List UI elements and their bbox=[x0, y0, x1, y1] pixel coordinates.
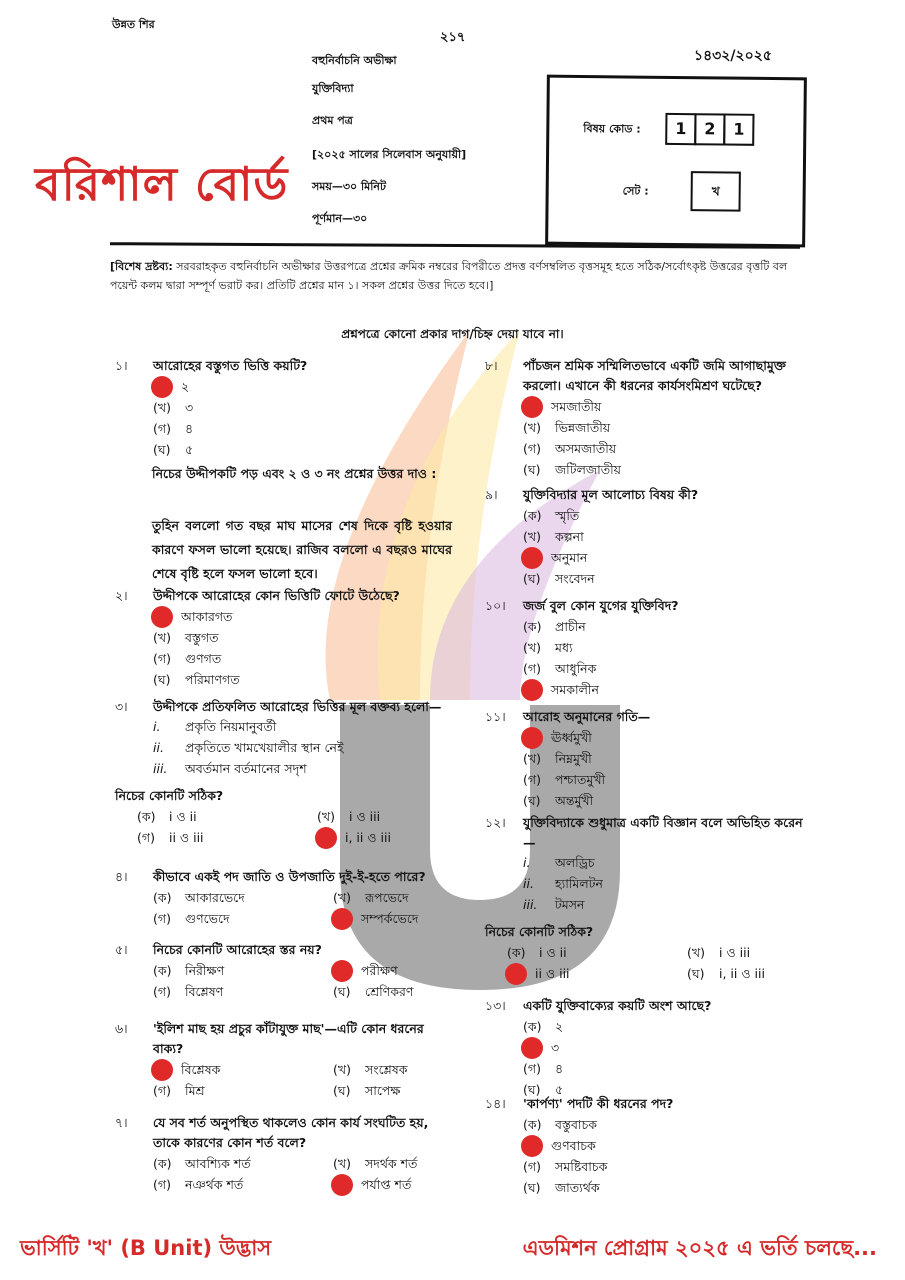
option-text: i ও ii bbox=[539, 944, 567, 960]
option-label: (ক) bbox=[523, 1116, 542, 1132]
question-1 bbox=[115, 356, 445, 460]
options-grid bbox=[153, 887, 455, 929]
option-label: (গ) bbox=[153, 1176, 171, 1192]
syllabus-note: [২০২৫ সালের সিলেবাস অনুযায়ী] bbox=[312, 148, 467, 161]
option[interactable] bbox=[153, 1153, 333, 1174]
option-label: (গ) bbox=[523, 440, 541, 456]
option[interactable] bbox=[137, 827, 317, 848]
question-text: যুক্তিবিদ্যার মূল আলোচ্য বিষয় কী? bbox=[523, 487, 699, 502]
option-correct[interactable] bbox=[333, 1174, 493, 1195]
option-text: সদর্থক শর্ত bbox=[365, 1155, 418, 1171]
exam-type: বহুনির্বাচনি অভীক্ষা bbox=[312, 54, 397, 67]
stimulus-intro: নিচের উদ্দীপকটি পড় এবং ২ ও ৩ নং প্রশ্নের উত্তর দাও : bbox=[152, 466, 437, 481]
option-text: পরিমাণগত bbox=[185, 671, 240, 687]
stimulus-text: তুহিন বললো গত বছর মাঘ মাসের শেষ দিকে বৃষ্টি হওয়ার কারণে ফসল ভালো হয়েছে। রাজিব বললো এ বছরও মাঘের শেষে বৃষ্টি হলে ফসল ভালো হবে। bbox=[152, 518, 452, 581]
filled-answer-circle bbox=[505, 963, 527, 985]
option-label: (খ) bbox=[153, 629, 171, 645]
option-label: (গ) bbox=[523, 660, 541, 676]
option[interactable] bbox=[523, 1058, 785, 1079]
board-title: বরিশাল বোর্ড bbox=[35, 157, 289, 211]
option-label: (ঘ) bbox=[523, 792, 541, 808]
subject-code-box bbox=[545, 75, 807, 248]
question-number: ১। bbox=[115, 358, 128, 373]
option[interactable] bbox=[523, 1114, 785, 1135]
statement-numeral: ii. bbox=[523, 876, 534, 891]
question-number: ১০। bbox=[485, 598, 506, 613]
options-grid bbox=[153, 1059, 455, 1101]
question-8 bbox=[485, 356, 805, 480]
option[interactable] bbox=[153, 1080, 333, 1101]
time: সময়—৩০ মিনিট bbox=[312, 180, 386, 193]
option-text: রূপভেদে bbox=[365, 889, 409, 905]
options-grid bbox=[153, 960, 455, 1002]
option-label: (ক) bbox=[153, 1155, 172, 1171]
question-14 bbox=[485, 1094, 785, 1198]
option[interactable] bbox=[523, 417, 805, 438]
option-label: (খ) bbox=[523, 528, 541, 544]
question-number: ১৩। bbox=[485, 998, 506, 1013]
statement-numeral: ii. bbox=[153, 740, 164, 755]
question-text: পাঁচজন শ্রমিক সম্মিলিতভাবে একটি জমি আগাছামুক্ত করলো। এখানে কী ধরনের কার্যসংমিশ্রণ ঘটেছে? bbox=[523, 358, 786, 393]
option-text: i, ii ও iii bbox=[719, 965, 765, 981]
option-text: ৩ bbox=[185, 399, 194, 415]
option[interactable] bbox=[153, 648, 445, 669]
footer-right: এডমিশন প্রোগ্রাম ২০২৫ এ ভর্তি চলছে... bbox=[522, 1236, 877, 1260]
option-text: বিশ্লেষক bbox=[181, 1061, 221, 1077]
option-text: সমষ্টিবাচক bbox=[555, 1158, 608, 1174]
option-text: পশ্চাতমুখী bbox=[555, 771, 606, 787]
option[interactable] bbox=[153, 887, 333, 908]
statement-text: প্রকৃতি নিয়মানুবর্তী bbox=[185, 719, 277, 734]
question-text: 'ইলিশ মাছ হয় প্রচুর কাঁটাযুক্ত মাছ'—এটি কোন ধরনের বাক্য? bbox=[153, 1021, 424, 1056]
question-text: উদ্দীপকে আরোহের কোন ভিত্তিটি ফোটে উঠেছে? bbox=[153, 588, 400, 603]
footer-left: ভার্সিটি 'খ' (B Unit) উদ্ভাস bbox=[20, 1236, 272, 1260]
filled-answer-circle bbox=[521, 1135, 543, 1157]
option-text: আকারগত bbox=[181, 608, 233, 624]
set-label: সেট : bbox=[622, 184, 649, 198]
question-number: ৯। bbox=[485, 487, 498, 502]
question-text: আরোহ অনুমানের গতি— bbox=[523, 709, 651, 724]
option-text: ii ও iii bbox=[169, 829, 204, 845]
option[interactable] bbox=[523, 790, 785, 811]
question-number: ৪। bbox=[115, 869, 128, 884]
option-label: (ক) bbox=[523, 507, 542, 523]
option-label: (খ) bbox=[317, 808, 335, 824]
filled-answer-circle bbox=[331, 960, 353, 982]
option-text: নিরীক্ষণ bbox=[185, 962, 225, 978]
option-text: পরীক্ষণ bbox=[361, 962, 398, 978]
code-digit: 2 bbox=[694, 113, 725, 145]
question-text: যুক্তিবিদ্যাকে শুধুমাত্র একটি বিজ্ঞান বলে অভিহিত করেন— bbox=[523, 815, 803, 850]
option[interactable] bbox=[153, 439, 445, 460]
option[interactable] bbox=[153, 627, 445, 648]
option-label: (গ) bbox=[153, 650, 171, 666]
option-text: আধুনিক bbox=[555, 660, 597, 676]
option[interactable] bbox=[523, 1016, 785, 1037]
option-label: (গ) bbox=[523, 1060, 541, 1076]
option[interactable] bbox=[333, 887, 493, 908]
filled-answer-circle bbox=[521, 396, 543, 418]
filled-answer-circle bbox=[315, 827, 337, 849]
option-text: নঞর্থক শর্ত bbox=[185, 1176, 244, 1192]
option-label: (খ) bbox=[523, 639, 541, 655]
option-text: ৫ bbox=[555, 1081, 564, 1097]
option-text: গুণবাচক bbox=[551, 1137, 596, 1153]
statement bbox=[153, 738, 455, 759]
filled-answer-circle bbox=[331, 908, 353, 930]
option[interactable] bbox=[687, 942, 847, 963]
option-text: শ্রেণিকরণ bbox=[365, 983, 414, 999]
instructions-label: [বিশেষ দ্রষ্টব্য: bbox=[110, 260, 173, 273]
question-number: ১১। bbox=[485, 709, 506, 724]
question-number: ৭। bbox=[115, 1115, 128, 1130]
question-6 bbox=[115, 1019, 455, 1101]
option-text: ii ও iii bbox=[535, 965, 570, 981]
question-text: আরোহের বস্তুগত ভিত্তি কয়টি? bbox=[153, 358, 308, 373]
option-text: বস্তুগত bbox=[185, 629, 219, 645]
statement-text: টমসন bbox=[555, 897, 585, 912]
question-10 bbox=[485, 596, 785, 700]
option-text: মিশ্র bbox=[185, 1082, 205, 1098]
option-text: ভিন্নজাতীয় bbox=[555, 419, 611, 435]
instructions bbox=[110, 257, 800, 295]
code-digit: 1 bbox=[665, 113, 696, 145]
set-value: খ bbox=[690, 171, 740, 212]
statement-numeral: iii. bbox=[523, 897, 538, 912]
option-correct[interactable] bbox=[523, 1037, 785, 1058]
option-text: স্মৃতি bbox=[555, 507, 580, 523]
option-label: (গ) bbox=[153, 910, 171, 926]
option-label: (খ) bbox=[523, 750, 541, 766]
option-label: (ঘ) bbox=[333, 983, 351, 999]
filled-answer-circle bbox=[151, 606, 173, 628]
option-correct[interactable] bbox=[333, 908, 493, 929]
option[interactable] bbox=[317, 806, 477, 827]
question-number: ৮। bbox=[485, 358, 498, 373]
option[interactable] bbox=[333, 1153, 493, 1174]
statement bbox=[153, 759, 455, 780]
option-text: ৫ bbox=[185, 441, 194, 457]
filled-answer-circle bbox=[521, 547, 543, 569]
option-text: জটিলজাতীয় bbox=[555, 461, 622, 477]
question-prompt: নিচের কোনটি সঠিক? bbox=[115, 788, 224, 803]
question-number: ৬। bbox=[115, 1021, 128, 1036]
option-text: সংবেদন bbox=[555, 570, 595, 586]
option-text: সংশ্লেষক bbox=[365, 1061, 408, 1077]
question-13 bbox=[485, 996, 785, 1100]
option-text: ৪ bbox=[185, 420, 194, 436]
statement bbox=[153, 717, 455, 738]
question-number: ১২। bbox=[485, 815, 506, 830]
option-text: ২ bbox=[555, 1018, 564, 1034]
instructions-text: সরবরাহকৃত বহুনির্বাচনি অভীক্ষার উত্তরপত্রে প্রশ্নের ক্রমিক নম্বরের বিপরীতে প্রদত্ত বর্ণসম্বলিত বৃত্তসমূহ হতে সঠিক/সর্বোৎকৃষ্ট উত্তরের বৃত্তটি বল পয়েন্ট কলম দ্বারা সম্পূর্ণ ভরাট কর। প্রতিটি প্রশ্নের মান ১। সকল প্রশ্নের উত্তর দিতে হবে।] bbox=[110, 260, 788, 292]
option-label: (ঘ) bbox=[523, 1179, 541, 1195]
option-label: (খ) bbox=[523, 419, 541, 435]
option-label: (ঘ) bbox=[153, 671, 171, 687]
statement-text: হ্যামিলটন bbox=[555, 876, 603, 891]
option[interactable] bbox=[333, 1059, 493, 1080]
option-label: (গ) bbox=[153, 1082, 171, 1098]
statement-text: প্রকৃতিতে খামখেয়ালীর স্থান নেই bbox=[185, 740, 344, 755]
option[interactable] bbox=[523, 1177, 785, 1198]
option[interactable] bbox=[523, 637, 785, 658]
question-number: ১৪। bbox=[485, 1096, 506, 1111]
option-text: ঊর্ধ্বমুখী bbox=[551, 729, 592, 745]
question-2 bbox=[115, 586, 445, 690]
question-text: 'কার্পণ্য' পদটি কী ধরনের পদ? bbox=[523, 1096, 674, 1111]
subject: যুক্তিবিদ্যা bbox=[312, 82, 354, 95]
option-correct[interactable] bbox=[153, 1059, 333, 1080]
filled-answer-circle bbox=[331, 1174, 353, 1196]
option[interactable] bbox=[523, 748, 785, 769]
options-grid bbox=[153, 1153, 455, 1195]
option[interactable] bbox=[153, 960, 333, 981]
option-text: নিম্নমুখী bbox=[555, 750, 592, 766]
year: ১৪৩২/২০২৫ bbox=[694, 48, 772, 64]
option-label: (ঘ) bbox=[523, 461, 541, 477]
filled-answer-circle bbox=[521, 727, 543, 749]
option-text: সম্পর্কভেদে bbox=[361, 910, 419, 926]
question-text: জর্জ বুল কোন যুগের যুক্তিবিদ? bbox=[523, 598, 679, 613]
filled-answer-circle bbox=[151, 1059, 173, 1081]
option-label: (ঘ) bbox=[523, 570, 541, 586]
statement-text: অবর্তমান বর্তমানের সদৃশ bbox=[185, 761, 307, 776]
option-text: গুণভেদে bbox=[185, 910, 230, 926]
option-text: মধ্য bbox=[555, 639, 573, 655]
option-label: (ক) bbox=[523, 618, 542, 634]
option[interactable] bbox=[523, 438, 805, 459]
option-label: (গ) bbox=[137, 829, 155, 845]
option-text: ৩ bbox=[551, 1039, 560, 1055]
option-correct[interactable] bbox=[523, 396, 805, 417]
question-text: নিচের কোনটি আরোহের স্তর নয়? bbox=[153, 942, 322, 957]
option[interactable] bbox=[153, 418, 445, 439]
option-text: i, ii ও iii bbox=[345, 829, 391, 845]
option-text: অন্তর্মুখী bbox=[555, 792, 594, 808]
statement-numeral: iii. bbox=[153, 761, 168, 776]
option-label: (ক) bbox=[153, 962, 172, 978]
option-text: অনুমান bbox=[551, 549, 588, 565]
question-3 bbox=[115, 697, 455, 848]
no-marks-warning: প্রশ্নপত্রে কোনো প্রকার দাগ/চিহ্ন দেয়া যাবে না। bbox=[341, 327, 564, 341]
option-correct[interactable] bbox=[153, 606, 445, 627]
statement-text: অলড্রিচ bbox=[555, 855, 595, 870]
option-text: গুণগত bbox=[185, 650, 222, 666]
option-correct[interactable] bbox=[523, 1135, 785, 1156]
options-grid bbox=[137, 806, 455, 848]
page-number: ২১৭ bbox=[440, 30, 466, 45]
option[interactable] bbox=[153, 1174, 333, 1195]
option[interactable] bbox=[333, 981, 493, 1002]
question-text: একটি যুক্তিবাক্যের কয়টি অংশ আছে? bbox=[523, 998, 712, 1013]
option-label: (ক) bbox=[507, 944, 526, 960]
question-4 bbox=[115, 867, 455, 929]
option-text: আকারভেদে bbox=[185, 889, 245, 905]
option[interactable] bbox=[523, 769, 785, 790]
option[interactable] bbox=[507, 942, 687, 963]
option-label: (খ) bbox=[333, 889, 351, 905]
option-text: i ও iii bbox=[349, 808, 381, 824]
option-label: (খ) bbox=[687, 944, 705, 960]
option-label: (ঘ) bbox=[153, 441, 171, 457]
question-number: ২। bbox=[115, 588, 128, 603]
subject-code-digits bbox=[667, 113, 754, 146]
option-text: অসমজাতীয় bbox=[555, 440, 617, 456]
option[interactable] bbox=[523, 658, 785, 679]
option[interactable] bbox=[687, 963, 847, 984]
option-text: ২ bbox=[181, 378, 190, 394]
option-label: (ক) bbox=[153, 889, 172, 905]
option[interactable] bbox=[153, 669, 445, 690]
option-label: (গ) bbox=[523, 1158, 541, 1174]
filled-answer-circle bbox=[521, 679, 543, 701]
option[interactable] bbox=[523, 459, 805, 480]
option-text: সমকালীন bbox=[551, 681, 599, 697]
option-correct[interactable] bbox=[523, 679, 785, 700]
statement-numeral: i. bbox=[153, 719, 161, 734]
option-label: (ক) bbox=[137, 808, 156, 824]
filled-answer-circle bbox=[151, 376, 173, 398]
option-correct[interactable] bbox=[333, 960, 493, 981]
statement bbox=[523, 895, 805, 916]
question-5 bbox=[115, 940, 455, 1002]
question-7 bbox=[115, 1113, 455, 1195]
statement-numeral: i. bbox=[523, 855, 531, 870]
option-label: (গ) bbox=[153, 420, 171, 436]
option-text: সমজাতীয় bbox=[551, 398, 602, 414]
filled-answer-circle bbox=[521, 1037, 543, 1059]
question-12 bbox=[485, 813, 805, 984]
option-text: বিশ্লেষণ bbox=[185, 983, 224, 999]
option-text: আবশ্যিক শর্ত bbox=[185, 1155, 251, 1171]
statement bbox=[523, 874, 805, 895]
option-label: (ক) bbox=[523, 1018, 542, 1034]
subject-code-label: বিষয় কোড : bbox=[583, 122, 641, 136]
paper: প্রথম পত্র bbox=[312, 114, 353, 127]
option-correct[interactable] bbox=[317, 827, 477, 848]
option[interactable] bbox=[153, 397, 445, 418]
option-label: (ঘ) bbox=[523, 1081, 541, 1097]
option[interactable] bbox=[153, 981, 333, 1002]
question-9 bbox=[485, 485, 785, 589]
question-text: উদ্দীপকে প্রতিফলিত আরোহের ভিত্তির মূল বক্তব্য হলো— bbox=[153, 699, 442, 714]
question-number: ৩। bbox=[115, 699, 128, 714]
option-label: (খ) bbox=[333, 1155, 351, 1171]
option-text: i ও ii bbox=[169, 808, 197, 824]
option-label: (গ) bbox=[153, 983, 171, 999]
option[interactable] bbox=[333, 1080, 493, 1101]
question-11 bbox=[485, 707, 785, 811]
option-text: i ও iii bbox=[719, 944, 751, 960]
full-marks: পূর্ণমান—৩০ bbox=[312, 212, 368, 225]
option-correct[interactable] bbox=[523, 727, 785, 748]
option-label: (খ) bbox=[333, 1061, 351, 1077]
option-text: জাত্যর্থক bbox=[555, 1179, 600, 1195]
option[interactable] bbox=[523, 616, 785, 637]
option-label: (ঘ) bbox=[687, 965, 705, 981]
option-label: (খ) bbox=[153, 399, 171, 415]
statement bbox=[523, 853, 805, 874]
option-text: প্রাচীন bbox=[555, 618, 586, 634]
option[interactable] bbox=[523, 505, 785, 526]
question-number: ৫। bbox=[115, 942, 128, 957]
option-text: পর্যাপ্ত শর্ত bbox=[361, 1176, 412, 1192]
option[interactable] bbox=[153, 908, 333, 929]
question-text: কীভাবে একই পদ জাতি ও উপজাতি দুই-ই-হতে পারে? bbox=[153, 869, 426, 884]
question-prompt: নিচের কোনটি সঠিক? bbox=[485, 924, 594, 939]
option-text: ৪ bbox=[555, 1060, 564, 1076]
options-grid bbox=[507, 942, 805, 984]
option-label: (ঘ) bbox=[333, 1082, 351, 1098]
option-correct[interactable] bbox=[507, 963, 687, 984]
option-text: কল্পনা bbox=[555, 528, 584, 544]
option[interactable] bbox=[523, 568, 785, 589]
option[interactable] bbox=[523, 526, 785, 547]
option[interactable] bbox=[523, 1156, 785, 1177]
option[interactable] bbox=[137, 806, 317, 827]
code-digit: 1 bbox=[723, 113, 754, 145]
option-text: সাপেক্ষ bbox=[365, 1082, 401, 1098]
option-label: (গ) bbox=[523, 771, 541, 787]
question-text: যে সব শর্ত অনুপস্থিত থাকলেও কোন কার্য সংঘটিত হয়, তাকে কারণের কোন শর্ত বলে? bbox=[153, 1115, 429, 1150]
option-correct[interactable] bbox=[523, 547, 785, 568]
option-correct[interactable] bbox=[153, 376, 445, 397]
motto: উন্নত শির bbox=[112, 18, 155, 31]
option-text: বস্তুবাচক bbox=[555, 1116, 598, 1132]
